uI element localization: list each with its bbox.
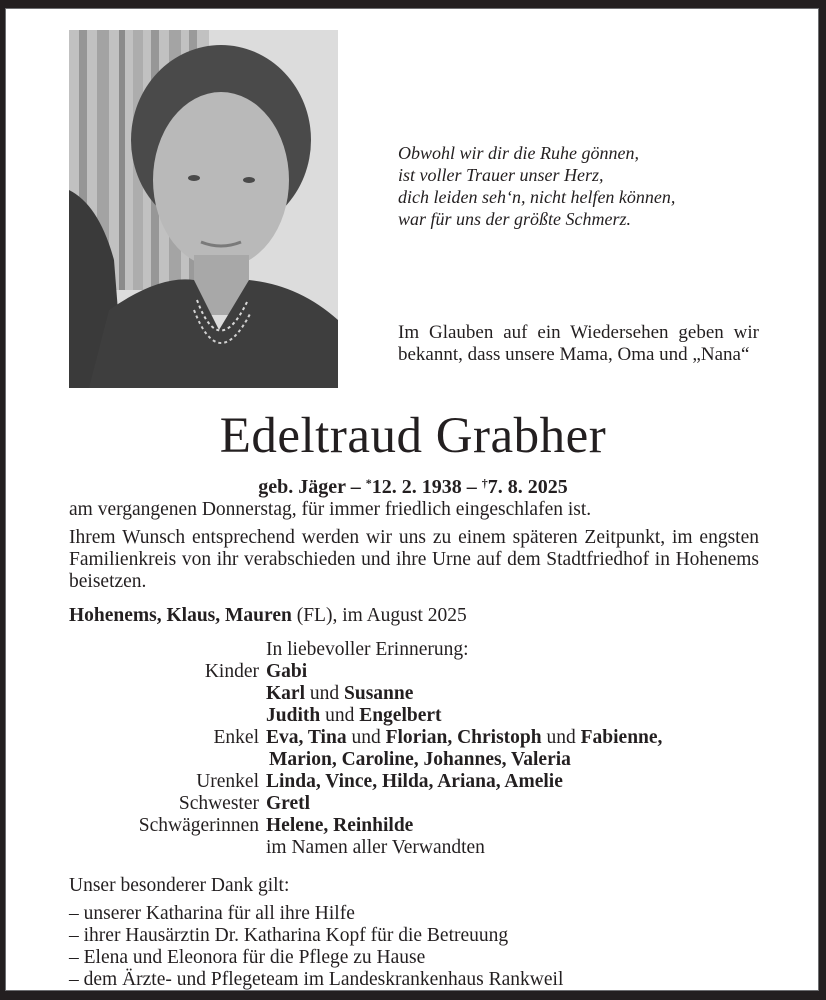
deceased-name: Edeltraud Grabher (219, 408, 607, 464)
family-name: Gretl (266, 793, 311, 814)
family-name: Fabienne, (580, 727, 663, 748)
thanks-item: – ihrer Hausärztin Dr. Katharina Kopf für die Betreuung (69, 925, 509, 946)
family-name: Linda, Vince, Hilda, Ariana, Amelie (266, 771, 563, 792)
family-name: Marion, Caroline, Johannes, Valeria (269, 749, 571, 770)
intro-text: Im Glauben auf ein Wiedersehen geben wir bekannt, dass unsere Mama, Oma und „Nana“ (398, 322, 759, 365)
family-row-urenkel (69, 771, 769, 793)
funeral-info: Ihrem Wunsch entsprechend werden wir uns zu einem späteren Zeitpunkt, im engsten Familienkreis von ihr verabschieden und ihre Urne auf dem Stadtfriedhof in Hohenems beisetzen. (69, 527, 759, 592)
birth-date: 12. 2. 1938 (371, 476, 462, 498)
portrait-photo (69, 30, 338, 388)
family-name: Judith (266, 705, 321, 726)
thanks-item: – Elena und Eleonora für die Pflege zu Hause (69, 947, 426, 968)
poem-line: dich leiden seh‘n, nicht helfen können, (398, 187, 676, 207)
family-name: Engelbert (359, 705, 442, 726)
family-name: Susanne (344, 683, 414, 704)
conjunction: und (309, 683, 340, 704)
family-name: Helene, Reinhilde (266, 815, 414, 836)
family-closing: im Namen aller Verwandten (266, 837, 485, 858)
death-date: 7. 8. 2025 (487, 476, 568, 498)
portrait-image (69, 30, 338, 388)
place-country: (FL) (296, 605, 333, 626)
birth-star-icon: * (365, 476, 372, 490)
family-row-kinder-3 (69, 705, 769, 727)
life-dates (6, 471, 820, 499)
place-cities: Hohenems, Klaus, Mauren (69, 605, 292, 626)
family-name: Gabi (266, 661, 308, 682)
death-cross-icon: † (481, 476, 488, 490)
poem-line: ist voller Trauer unser Herz, (398, 165, 604, 185)
role-label: Urenkel (196, 771, 259, 792)
family-name: Florian, Christoph (385, 727, 542, 748)
birth-name: geb. Jäger (258, 476, 346, 498)
thanks-item: – dem Ärzte- und Pflegeteam im Landeskrankenhaus Rankweil (69, 969, 564, 990)
family-row-kinder-2 (69, 683, 769, 705)
role-label: Kinder (204, 661, 259, 682)
conjunction: und (351, 727, 381, 748)
obituary-notice (5, 8, 819, 991)
conjunction: und (546, 727, 576, 748)
family-name: Karl (266, 683, 305, 704)
family-row-kinder (69, 661, 769, 683)
family-name: Eva, Tina (266, 727, 347, 748)
role-label: Enkel (213, 727, 259, 748)
family-row-schwester (69, 793, 769, 815)
family-row-enkel-2 (69, 749, 769, 771)
family-row-enkel (69, 727, 769, 749)
family-list (69, 639, 769, 859)
role-label: Schwester (178, 793, 259, 814)
thanks-heading: Unser besonderer Dank gilt: (69, 875, 290, 896)
separator: – (350, 476, 361, 498)
thanks-section (69, 875, 563, 991)
announcement-line: am vergangenen Donnerstag, für immer friedlich eingeschlafen ist. (69, 499, 592, 520)
poem-verse (398, 142, 675, 230)
role-label: Schwägerinnen (138, 815, 259, 836)
poem-line: Obwohl wir dir die Ruhe gönnen, (398, 143, 639, 163)
separator: – (466, 476, 477, 498)
place-date-line (69, 605, 467, 627)
family-row-schwaegerinnen (69, 815, 769, 837)
conjunction: und (325, 705, 355, 726)
poem-line: war für uns der größte Schmerz. (398, 209, 631, 229)
family-heading: In liebevoller Erinnerung: (266, 639, 469, 660)
thanks-item: – unserer Katharina für all ihre Hilfe (69, 903, 355, 924)
notice-date: , im August 2025 (332, 605, 467, 626)
